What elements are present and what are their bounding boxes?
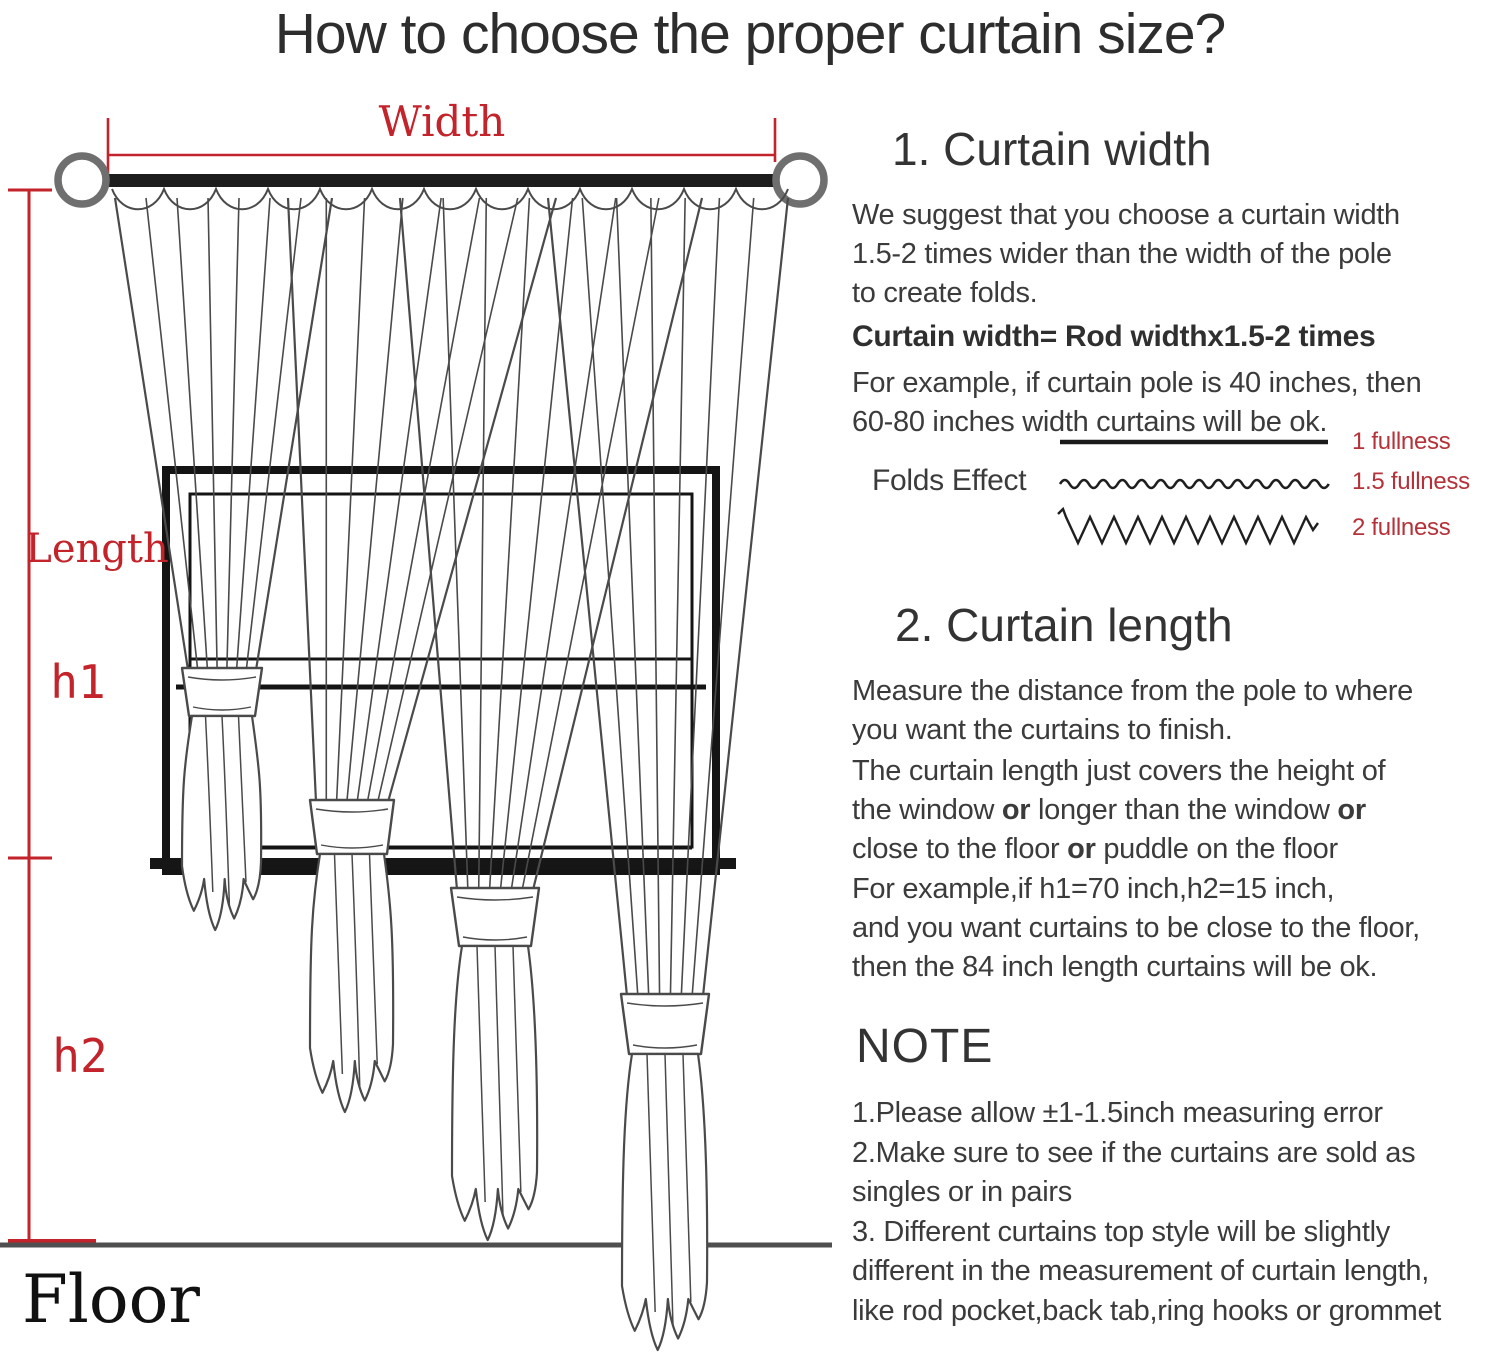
note-line: 2.Make sure to see if the curtains are sold as	[852, 1136, 1416, 1169]
folds-effect-label: Folds Effect	[872, 464, 1027, 497]
text-line: the window or longer than the window or	[852, 794, 1366, 826]
section-width-paragraph-1	[852, 196, 1400, 313]
h2-label: h2	[52, 1029, 108, 1083]
note-line: 1.Please allow ±1-1.5inch measuring error	[852, 1097, 1383, 1129]
text-line: For example, if curtain pole is 40 inches, then	[852, 367, 1422, 399]
section-width-heading: 1. Curtain width	[892, 123, 1212, 175]
fullness-2-line	[1058, 509, 1318, 543]
page-title: How to choose the proper curtain size?	[274, 2, 1226, 66]
text-line: you want the curtains to finish.	[852, 714, 1233, 746]
length-measure-label: Length	[25, 526, 169, 572]
text-line: and you want curtains to be close to the floor,	[852, 912, 1420, 944]
text-line: Measure the distance from the pole to where	[852, 675, 1413, 707]
text-line: close to the floor or puddle on the floor	[852, 833, 1338, 865]
h1-label: h1	[50, 655, 106, 709]
note-line: different in the measurement of curtain length,	[852, 1255, 1429, 1287]
curtain-line-art	[0, 156, 832, 1350]
section-length-paragraph-3	[852, 870, 1420, 987]
fullness-2-label: 2 fullness	[1352, 514, 1451, 541]
note-line: like rod pocket,back tab,ring hooks or grommet	[852, 1294, 1442, 1327]
note-heading: NOTE	[856, 1020, 994, 1073]
note-list	[852, 1094, 1441, 1331]
text-line: to create folds.	[852, 277, 1038, 309]
note-line: singles or in pairs	[852, 1176, 1072, 1208]
text-line: We suggest that you choose a curtain width	[852, 199, 1400, 231]
section-length-paragraph-1	[852, 672, 1413, 750]
text-line: 1.5-2 times wider than the width of the pole	[852, 238, 1392, 270]
floor-label: Floor	[22, 1261, 200, 1338]
curtain-width-formula: Curtain width= Rod widthx1.5-2 times	[852, 320, 1376, 353]
section-length-heading: 2. Curtain length	[895, 599, 1233, 651]
width-measure-label: Width	[378, 97, 506, 146]
fullness-lines-graphic	[1052, 422, 1342, 552]
fullness-1point5-line	[1060, 480, 1329, 488]
fullness-1point5-label: 1.5 fullness	[1352, 468, 1470, 495]
text-line: For example,if h1=70 inch,h2=15 inch,	[852, 873, 1335, 905]
fullness-1-label: 1 fullness	[1352, 428, 1451, 455]
section-length-paragraph-2	[852, 752, 1385, 869]
text-line: then the 84 inch length curtains will be ok.	[852, 951, 1378, 983]
note-line: 3. Different curtains top style will be slightly	[852, 1215, 1390, 1248]
text-line: 60-80 inches width curtains will be ok.	[852, 406, 1328, 438]
text-line: The curtain length just covers the height of	[852, 755, 1386, 787]
